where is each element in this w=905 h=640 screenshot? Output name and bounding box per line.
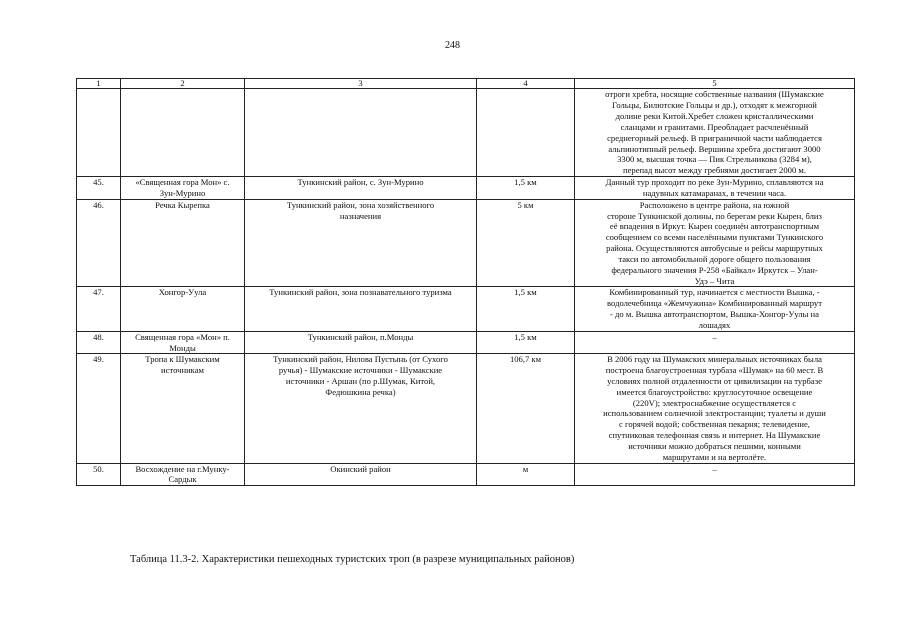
table-row bbox=[77, 89, 855, 177]
route-location: Окинский район bbox=[245, 463, 477, 486]
page-number: 248 bbox=[445, 40, 460, 51]
row-number: 48. bbox=[77, 331, 121, 354]
header-cell-5: 5 bbox=[575, 79, 855, 89]
route-description: отроги хребта, носящие собственные названия (Шумакские Гольцы, Билютские Гольцы и др.), отходят к межгорной долине реки Китой.Хребет сложен кристаллическими сланцами и гранитами. Преобладает расчленённый среднегорный рельеф. В приграничной части наблюдается альпинотипный рельеф. Вершины хребта достигают 3000 3300 м, высшая точка — Пик Стрельникова (3284 м), перепад высот между гребнями достигает 2000 м. bbox=[575, 89, 855, 177]
route-location bbox=[245, 89, 477, 177]
route-length: м bbox=[477, 463, 575, 486]
route-description: – bbox=[575, 331, 855, 354]
route-name: Священная гора «Мон» п. Монды bbox=[121, 331, 245, 354]
route-description: Расположено в центре района, на южной стороне Тункинской долины, по берегам реки Кырен, близ её впадения в Иркут. Кырен соединён автотранспортным сообщением со всеми населёнными пунктами Тункинского района. Осуществляются автобусные и рейсы маршрутных такси по автомобильной дороге общего пользования федерального значения Р-258 «Байкал» Иркутск – Улан- Удэ – Чита bbox=[575, 199, 855, 287]
route-name: Речка Кырепка bbox=[121, 199, 245, 287]
route-description: Комбинированный тур, начинается с местности Вышка, - водолечебница «Жемчужина» Комбинированный маршрут - до м. Вышка автотранспортом, Вышка-Хонгор-Уулы на лошадях bbox=[575, 287, 855, 331]
route-name: Тропа к Шумакским источникам bbox=[121, 354, 245, 463]
route-length: 1,5 км bbox=[477, 177, 575, 200]
table-row bbox=[77, 177, 855, 200]
route-location: Тункинский район, зона хозяйственного назначения bbox=[245, 199, 477, 287]
row-number: 45. bbox=[77, 177, 121, 200]
route-location: Тункинский район, зона познавательного туризма bbox=[245, 287, 477, 331]
row-number: 47. bbox=[77, 287, 121, 331]
row-number: 49. bbox=[77, 354, 121, 463]
row-number: 50. bbox=[77, 463, 121, 486]
table-header-row bbox=[77, 79, 855, 89]
header-cell-4: 4 bbox=[477, 79, 575, 89]
route-location: Тункинский район, Нилова Пустынь (от Сухого ручья) - Шумакские источники - Шумакские источники - Аршан (по р.Шумак, Китой, Федюшкина речка) bbox=[245, 354, 477, 463]
route-name: Хонгор-Уула bbox=[121, 287, 245, 331]
tourist-routes-table bbox=[76, 78, 855, 486]
table-caption: Таблица 11.3-2. Характеристики пешеходных туристских троп (в разрезе муниципальных районов) bbox=[130, 554, 575, 565]
route-name: Восхождение на г.Мунку- Сардык bbox=[121, 463, 245, 486]
route-location: Тункинский район, с. Зун-Мурино bbox=[245, 177, 477, 200]
header-cell-1: 1 bbox=[77, 79, 121, 89]
route-length bbox=[477, 89, 575, 177]
header-cell-3: 3 bbox=[245, 79, 477, 89]
table-row bbox=[77, 199, 855, 287]
route-description: В 2006 году на Шумакских минеральных источниках была построена благоустроенная турбаза «Шумак» на 60 мест. В условиях полной отдаленности от цивилизации на турбазе имеется благоустройство: круглосуточное освещение (220V); электроснабжение осуществляется с использованием солнечной электростанции; туалеты и души с горячей водой; собственная пекарня; телевидение, спутниковая телефонная связь и интернет. На Шумакские источники можно добраться пешими, конными маршрутами и на вертолёте. bbox=[575, 354, 855, 463]
table-row bbox=[77, 463, 855, 486]
route-length: 5 км bbox=[477, 199, 575, 287]
row-number bbox=[77, 89, 121, 177]
row-number: 46. bbox=[77, 199, 121, 287]
route-description: Данный тур проходит по реке Зун-Мурино, сплавляются на надувных катамаранах, в течении часа. bbox=[575, 177, 855, 200]
table-row bbox=[77, 331, 855, 354]
table-row bbox=[77, 354, 855, 463]
route-name: «Священная гора Мон» с. Зун-Мурино bbox=[121, 177, 245, 200]
route-length: 1,5 км bbox=[477, 287, 575, 331]
route-location: Тункинский район, п.Монды bbox=[245, 331, 477, 354]
route-description: – bbox=[575, 463, 855, 486]
route-length: 1,5 км bbox=[477, 331, 575, 354]
header-cell-2: 2 bbox=[121, 79, 245, 89]
route-length: 106,7 км bbox=[477, 354, 575, 463]
route-name bbox=[121, 89, 245, 177]
table-row bbox=[77, 287, 855, 331]
